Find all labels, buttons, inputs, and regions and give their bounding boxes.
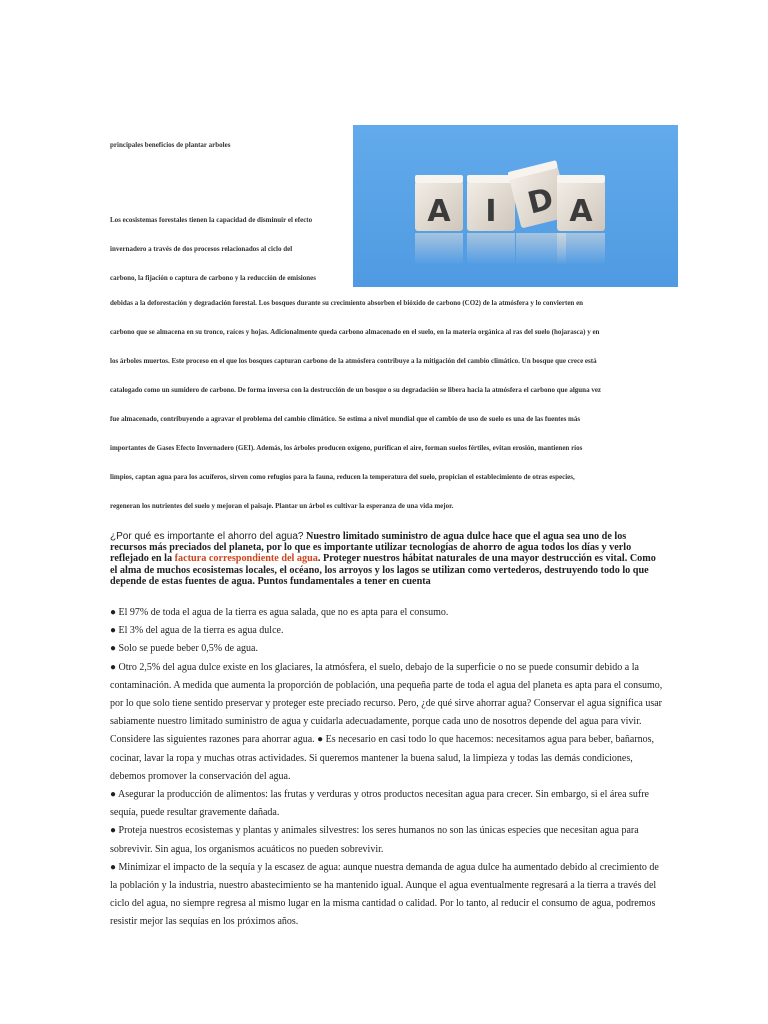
cube-a-left bbox=[415, 175, 463, 231]
list-item: ● Proteja nuestros ecosistemas y plantas y animales silvestres: los seres humanos no son las únicas especies que necesitan agua para sobrevivir. Sin agua, los organismos acuáticos no pueden sobrevivir. bbox=[110, 825, 639, 855]
question-text-end: . Proteger nuestros hábitat naturales de una mayor destrucción es vital. Como el alma de muchos ecosistemas locales, el océano, los arroyos y los lagos se utilizan como vertederos, destruyendo todo lo que depende de estas fuentes de agua. Puntos fundamentales a tener en cuenta bbox=[110, 553, 656, 587]
list-item: ● Otro 2,5% del agua dulce existe en los glaciares, la atmósfera, el suelo, debajo de la superficie o no se puede consumir debido a la contaminación. A medida que aumenta la proporción de población, una pequeña parte de toda el agua del planeta es apta para el consumo, por lo que solo tiene sentido preservar y proteger este preciado recurso. Pero, ¿de qué sirve ahorrar agua? Conservar el agua significa usar sabiamente nuestro limitado suministro de agua y cuidarla adecuadamente, porque cada uno de nosotros depende del agua para vivir. Considere las siguientes razones para ahorrar agua. ● Es necesario en casi todo lo que hacemos: necesitamos agua para beber, bañarnos, cocinar, lavar la ropa y muchas otras actividades. Si queremos mantener la buena salud, la limpieza y todas las demás condiciones, debemos promover la conservación del agua. bbox=[110, 661, 663, 782]
list-item: ● El 97% de toda el agua de la tierra es agua salada, que no es apta para el consumo. bbox=[110, 607, 449, 618]
paragraph-line: catalogado como un sumidero de carbono. De forma inversa con la destrucción de un bosque o su degradación se libera hacia la atmósfera el carbono que alguna vez bbox=[110, 386, 602, 394]
cube-i bbox=[467, 175, 515, 231]
question-text: Nuestro limitado suministro de agua dulce hace que el agua sea uno de los recursos más preciados del planeta, por lo que es importante utilizar tecnologías de ahorro de agua todos los días y verlo reflejado en la bbox=[110, 531, 632, 565]
paragraph-line: importantes de Gases Efecto Invernadero (GEI). Además, los árboles producen oxígeno, purifican el aire, forman suelos fértiles, evitan erosión, mantienen ríos bbox=[110, 444, 583, 452]
intro-line: carbono, la fijación o captura de carbono y la reducción de emisiones bbox=[110, 274, 316, 282]
cube-letter: A bbox=[569, 194, 593, 229]
intro-line: Los ecosistemas forestales tienen la capacidad de disminuir el efecto bbox=[110, 216, 313, 224]
page-heading: principales beneficios de plantar arboles bbox=[110, 141, 231, 149]
paragraph-line: carbono que se almacena en su tronco, raíces y hojas. Adicionalmente queda carbono almacenado en el suelo, en la materia orgánica al ras del suelo (hojarasca) y en bbox=[110, 328, 600, 336]
paragraph-line: los árboles muertos. Este proceso en el que los bosques capturan carbono de la atmósfera contribuye a la mitigación del cambio climático. Un bosque que crece está bbox=[110, 357, 597, 365]
water-question-paragraph bbox=[110, 531, 660, 587]
forest-paragraph bbox=[110, 289, 660, 521]
paragraph-line: debidas a la deforestación y degradación forestal. Los bosques durante su crecimiento absorben el bióxido de carbono (CO2) de la atmósfera y lo convierten en bbox=[110, 299, 584, 307]
question-lead: ¿Por qué es importante el ahorro del agua? bbox=[110, 531, 304, 542]
list-item: ● Asegurar la producción de alimentos: las frutas y verduras y otros productos necesitan agua para crecer. Sin embargo, si el área sufre sequía, puede resultar gravemente dañada. bbox=[110, 789, 649, 819]
paragraph-line: regeneran los nutrientes del suelo y mejoran el paisaje. Plantar un árbol es cultivar la esperanza de una vida mejor. bbox=[110, 502, 454, 510]
cube-a-right bbox=[557, 175, 605, 231]
cube-letter: D bbox=[524, 181, 557, 222]
list-item: ● Solo se puede beber 0,5% de agua. bbox=[110, 643, 258, 655]
water-bill-link[interactable]: factura correspondiente del agua bbox=[174, 553, 318, 565]
aida-cubes-image bbox=[353, 125, 678, 287]
list-item: ● Minimizar el impacto de la sequía y la escasez de agua: aunque nuestra demanda de agua dulce ha aumentado debido al crecimiento de la población y la industria, nuestro abastecimiento se ha mantenido igual. Aunque el agua eventualmente regresará a la tierra a través del ciclo del agua, no siempre regresa al mismo lugar en la misma cantidad o calidad. Por lo tanto, al reducir el consumo de agua, podremos resistir mejor las sequías en los próximos años. bbox=[110, 861, 659, 928]
intro-line: invernadero a través de dos procesos relacionados al ciclo del bbox=[110, 245, 293, 253]
cube-letter: I bbox=[485, 194, 497, 229]
paragraph-line: limpios, captan agua para los acuíferos, sirven como refugios para la fauna, reducen la temperatura del suelo, propician el establecimiento de otras especies, bbox=[110, 473, 575, 481]
list-item: ● El 3% del agua de la tierra es agua dulce. bbox=[110, 625, 284, 637]
paragraph-line: fue almacenado, contribuyendo a agravar el problema del cambio climático. Se estima a nivel mundial que el cambio de uso de suelo es una de las fuentes más bbox=[110, 415, 581, 423]
cube-letter: A bbox=[427, 194, 451, 229]
water-points-list bbox=[110, 604, 665, 932]
intro-paragraph bbox=[110, 206, 350, 293]
